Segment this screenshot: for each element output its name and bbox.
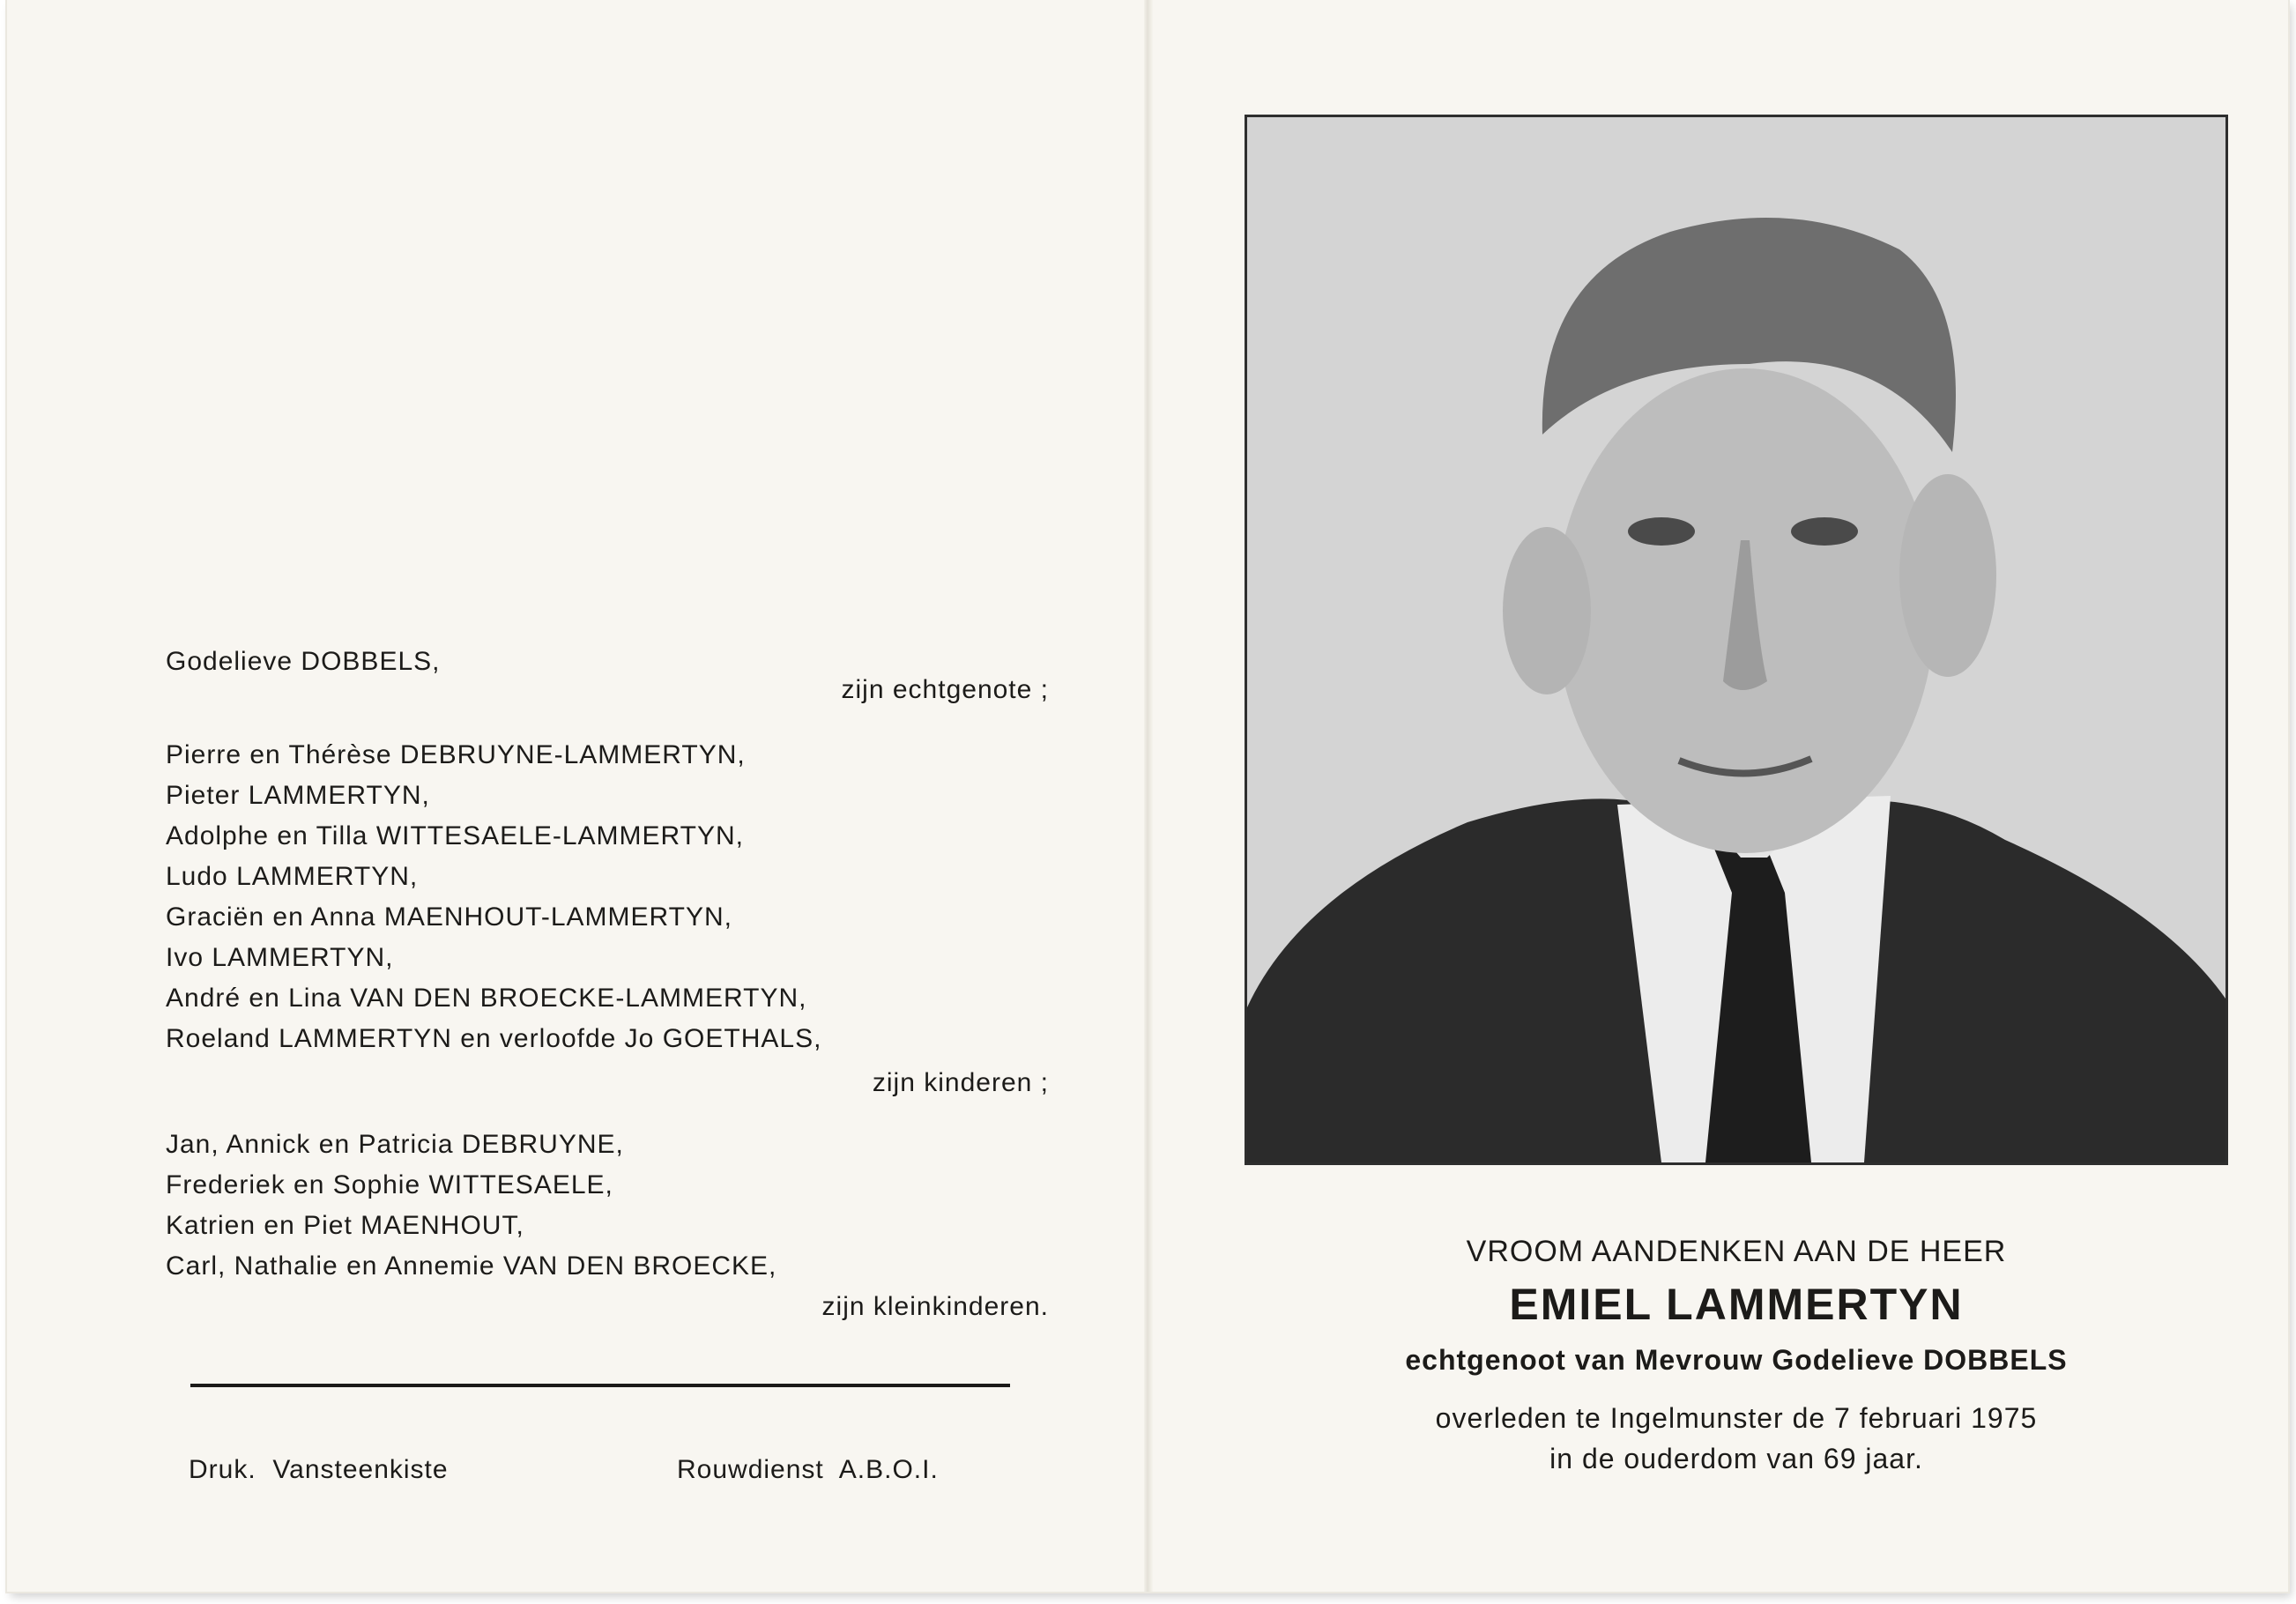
deceased-name: EMIEL LAMMERTYN <box>1509 1280 1964 1329</box>
funeral-service-credit: Rouwdienst A.B.O.I. <box>677 1455 939 1484</box>
spouse-name: Godelieve DOBBELS, <box>166 647 441 676</box>
child-entry: Ludo LAMMERTYN, <box>166 862 419 891</box>
child-entry: Adolphe en Tilla WITTESAELE-LAMMERTYN, <box>166 821 744 850</box>
grandchild-entry: Frederiek en Sophie WITTESAELE, <box>166 1170 613 1199</box>
children-role: zijn kinderen ; <box>872 1068 1049 1097</box>
grandchild-entry: Carl, Nathalie en Annemie VAN DEN BROECKE, <box>166 1251 777 1281</box>
child-entry: Pieter LAMMERTYN, <box>166 781 430 810</box>
left-panel <box>7 0 1144 1592</box>
child-entry: André en Lina VAN DEN BROECKE-LAMMERTYN, <box>166 984 807 1013</box>
child-entry: Pierre en Thérèse DEBRUYNE-LAMMERTYN, <box>166 740 746 769</box>
death-line: overleden te Ingelmunster de 7 februari 1975 <box>1435 1402 2038 1434</box>
spouse-line: echtgenoot van Mevrouw Godelieve DOBBELS <box>1405 1344 2068 1376</box>
grandchildren-role: zijn kleinkinderen. <box>821 1292 1049 1321</box>
child-entry: Graciën en Anna MAENHOUT-LAMMERTYN, <box>166 902 732 932</box>
portrait-figure <box>1247 117 2225 1162</box>
card-fold <box>1144 0 1153 1592</box>
spouse-role: zijn echtgenote ; <box>841 675 1049 704</box>
grandchild-entry: Jan, Annick en Patricia DEBRUYNE, <box>166 1130 624 1159</box>
child-entry: Roeland LAMMERTYN en verloofde Jo GOETHALS, <box>166 1024 822 1053</box>
age-line: in de ouderdom van 69 jaar. <box>1549 1443 1923 1474</box>
memorial-card <box>7 0 2288 1592</box>
divider-rule <box>190 1384 1010 1387</box>
child-entry: Ivo LAMMERTYN, <box>166 943 394 972</box>
grandchild-entry: Katrien en Piet MAENHOUT, <box>166 1211 524 1240</box>
printer-credit: Druk. Vansteenkiste <box>189 1455 449 1484</box>
portrait-photo <box>1247 117 2225 1162</box>
memorial-heading: VROOM AANDENKEN AAN DE HEER <box>1466 1235 2007 1268</box>
